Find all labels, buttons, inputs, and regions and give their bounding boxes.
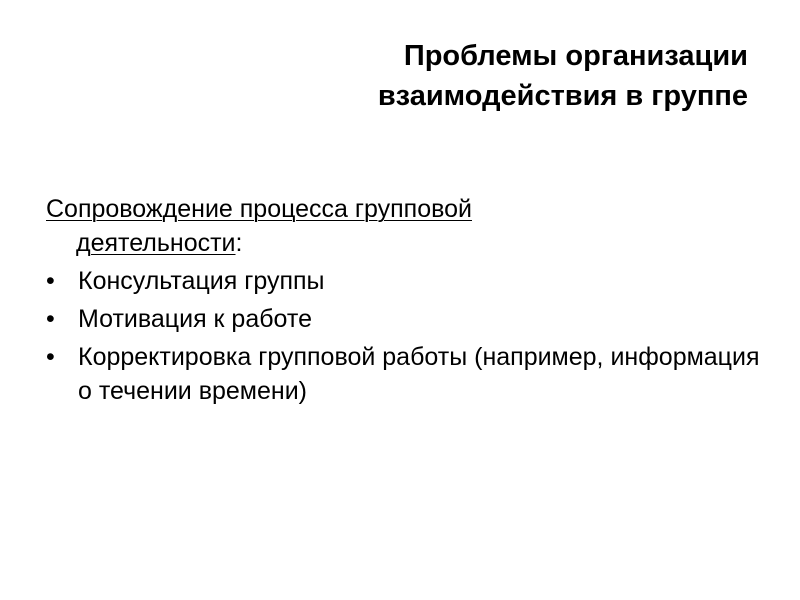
intro-underlined-text (46, 195, 472, 257)
list-item (46, 302, 766, 336)
intro-line-1: Сопровождение процесса групповой (46, 195, 472, 223)
list-item-text: Консультация группы (78, 267, 325, 295)
list-item-text: Корректировка групповой работы (например, информация о течении времени) (78, 343, 760, 405)
bullet-icon: • (46, 305, 55, 333)
intro-line-2: деятельности (76, 229, 236, 257)
bullet-list (46, 264, 766, 408)
list-item (46, 340, 766, 408)
intro-paragraph (46, 192, 766, 260)
bullet-icon: • (46, 267, 55, 295)
slide-title-line-2: взаимодействия в группе (377, 80, 748, 112)
intro-suffix: : (235, 229, 243, 257)
bullet-icon: • (46, 343, 55, 371)
slide-title (148, 36, 748, 116)
slide-title-line-1: Проблемы организации (403, 40, 748, 72)
list-item-text: Мотивация к работе (78, 305, 312, 333)
list-item (46, 264, 766, 298)
slide-content (46, 192, 766, 412)
